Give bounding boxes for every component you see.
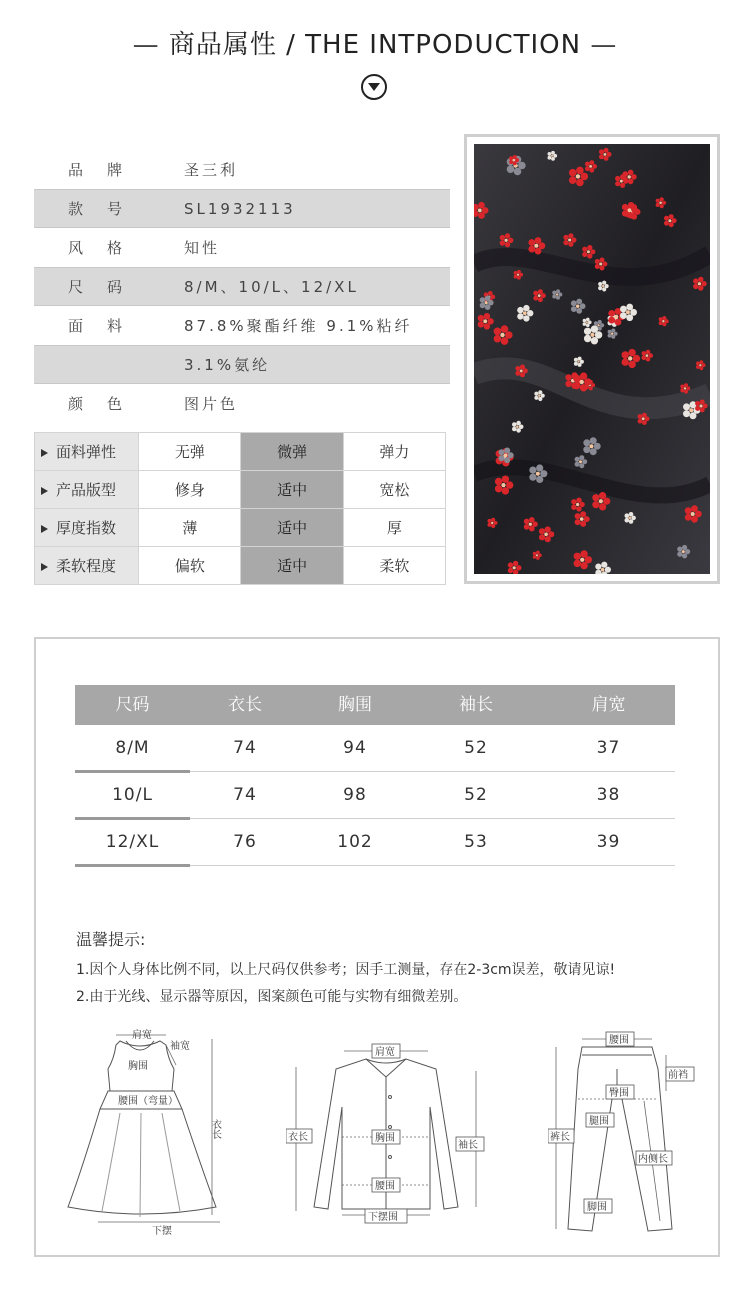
title-text: 商品属性 / THE INTPODUCTION	[168, 30, 582, 60]
section-header	[0, 24, 750, 61]
section-title: — 商品属性 / THE INTPODUCTION —	[132, 30, 618, 60]
shirt-shoulder-label: 肩宽	[375, 1047, 395, 1058]
chevron-down-circle-icon	[361, 74, 387, 100]
feature-option: 偏软	[139, 547, 241, 585]
feature-row	[35, 547, 446, 585]
size-table-row: 8/M 74 94 52 37	[75, 725, 675, 772]
dress-measurement-diagram	[62, 1029, 262, 1239]
pants-inseam-label: 内侧长	[638, 1154, 668, 1165]
feature-row	[35, 471, 446, 509]
feature-option: 厚	[343, 509, 445, 547]
attribute-row: 风格 知性	[68, 239, 221, 257]
header-length: 衣长	[228, 695, 262, 715]
pants-rise-label: 前裆	[668, 1070, 688, 1081]
pants-waist-label: 腰围	[609, 1035, 629, 1046]
tip-line: 2.由于光线、显示器等原因，图案颜色可能与实物有细微差别。	[76, 989, 468, 1005]
feature-option: 弹力	[343, 433, 445, 471]
feature-option-selected: 适中	[241, 471, 343, 509]
tip-line: 1.因个人身体比例不同，以上尺码仅供参考；因手工测量，存在2-3cm误差，敬请见谅!	[76, 962, 616, 978]
pants-leg-opening-label: 脚围	[587, 1202, 607, 1213]
size-table-row: 10/L 74 98 52 38	[75, 772, 675, 819]
feature-name: 厚度指数	[35, 509, 139, 547]
size-table-row: 12/XL 76 102 53 39	[75, 819, 675, 866]
triangle-right-icon	[41, 563, 48, 571]
dress-hem-label: 下摆	[152, 1226, 172, 1237]
shirt-chest-label: 胸围	[375, 1133, 395, 1144]
shirt-length-label: 衣长	[288, 1132, 308, 1143]
fabric-pattern	[474, 144, 710, 574]
pants-measurement-diagram	[548, 1029, 708, 1239]
dress-length-label: 衣长	[209, 1119, 221, 1139]
attribute-row: 款号 SL1932113	[34, 189, 450, 228]
feature-name: 面料弹性	[35, 433, 139, 471]
triangle-right-icon	[41, 525, 48, 533]
dress-chest-label: 胸围	[128, 1061, 148, 1072]
header-sleeve: 袖长	[459, 695, 493, 715]
tips-title: 温馨提示:	[76, 930, 146, 949]
feature-option-selected: 适中	[241, 509, 343, 547]
feature-option: 宽松	[343, 471, 445, 509]
shirt-measurement-diagram	[286, 1037, 486, 1227]
fabric-photo	[474, 144, 710, 574]
shirt-sleeve-label: 袖长	[458, 1140, 478, 1151]
feature-name: 产品版型	[35, 471, 139, 509]
attribute-row: 品牌 圣三利	[68, 161, 239, 179]
dress-sleeve-label: 袖宽	[170, 1041, 190, 1052]
attribute-row: 3.1%氨纶	[34, 345, 450, 384]
feature-option: 无弹	[139, 433, 241, 471]
dress-shoulder-label: 肩宽	[132, 1030, 152, 1041]
feature-option-selected: 适中	[241, 547, 343, 585]
header-shoulder: 肩宽	[591, 695, 626, 715]
size-table-header	[75, 685, 675, 725]
triangle-right-icon	[41, 449, 48, 457]
header-chest: 胸围	[338, 695, 372, 715]
attribute-list	[34, 150, 450, 423]
pants-hip-label: 臀围	[609, 1088, 629, 1099]
feature-row	[35, 509, 446, 547]
feature-option: 修身	[139, 471, 241, 509]
feature-row	[35, 433, 446, 471]
pants-thigh-label: 腿围	[589, 1116, 609, 1127]
fabric-photo-frame	[464, 134, 720, 584]
attribute-row: 颜色 图片色	[68, 395, 239, 413]
pants-length-label: 裤长	[550, 1132, 570, 1143]
header-size: 尺码	[115, 695, 150, 715]
shirt-hem-label: 下摆围	[368, 1212, 398, 1223]
feature-option: 柔软	[343, 547, 445, 585]
feature-option-selected: 微弹	[241, 433, 343, 471]
size-chart-panel	[34, 637, 720, 1257]
feature-option: 薄	[139, 509, 241, 547]
feature-name: 柔软程度	[35, 547, 139, 585]
attribute-row: 尺码 8/M、10/L、12/XL	[34, 267, 450, 306]
feature-grid	[34, 432, 446, 585]
attribute-row: 面料 87.8%聚酯纤维 9.1%粘纤	[68, 317, 413, 335]
shirt-waist-label: 腰围	[375, 1181, 395, 1192]
dress-waist-label: 腰围（弯量）	[118, 1096, 178, 1107]
triangle-right-icon	[41, 487, 48, 495]
